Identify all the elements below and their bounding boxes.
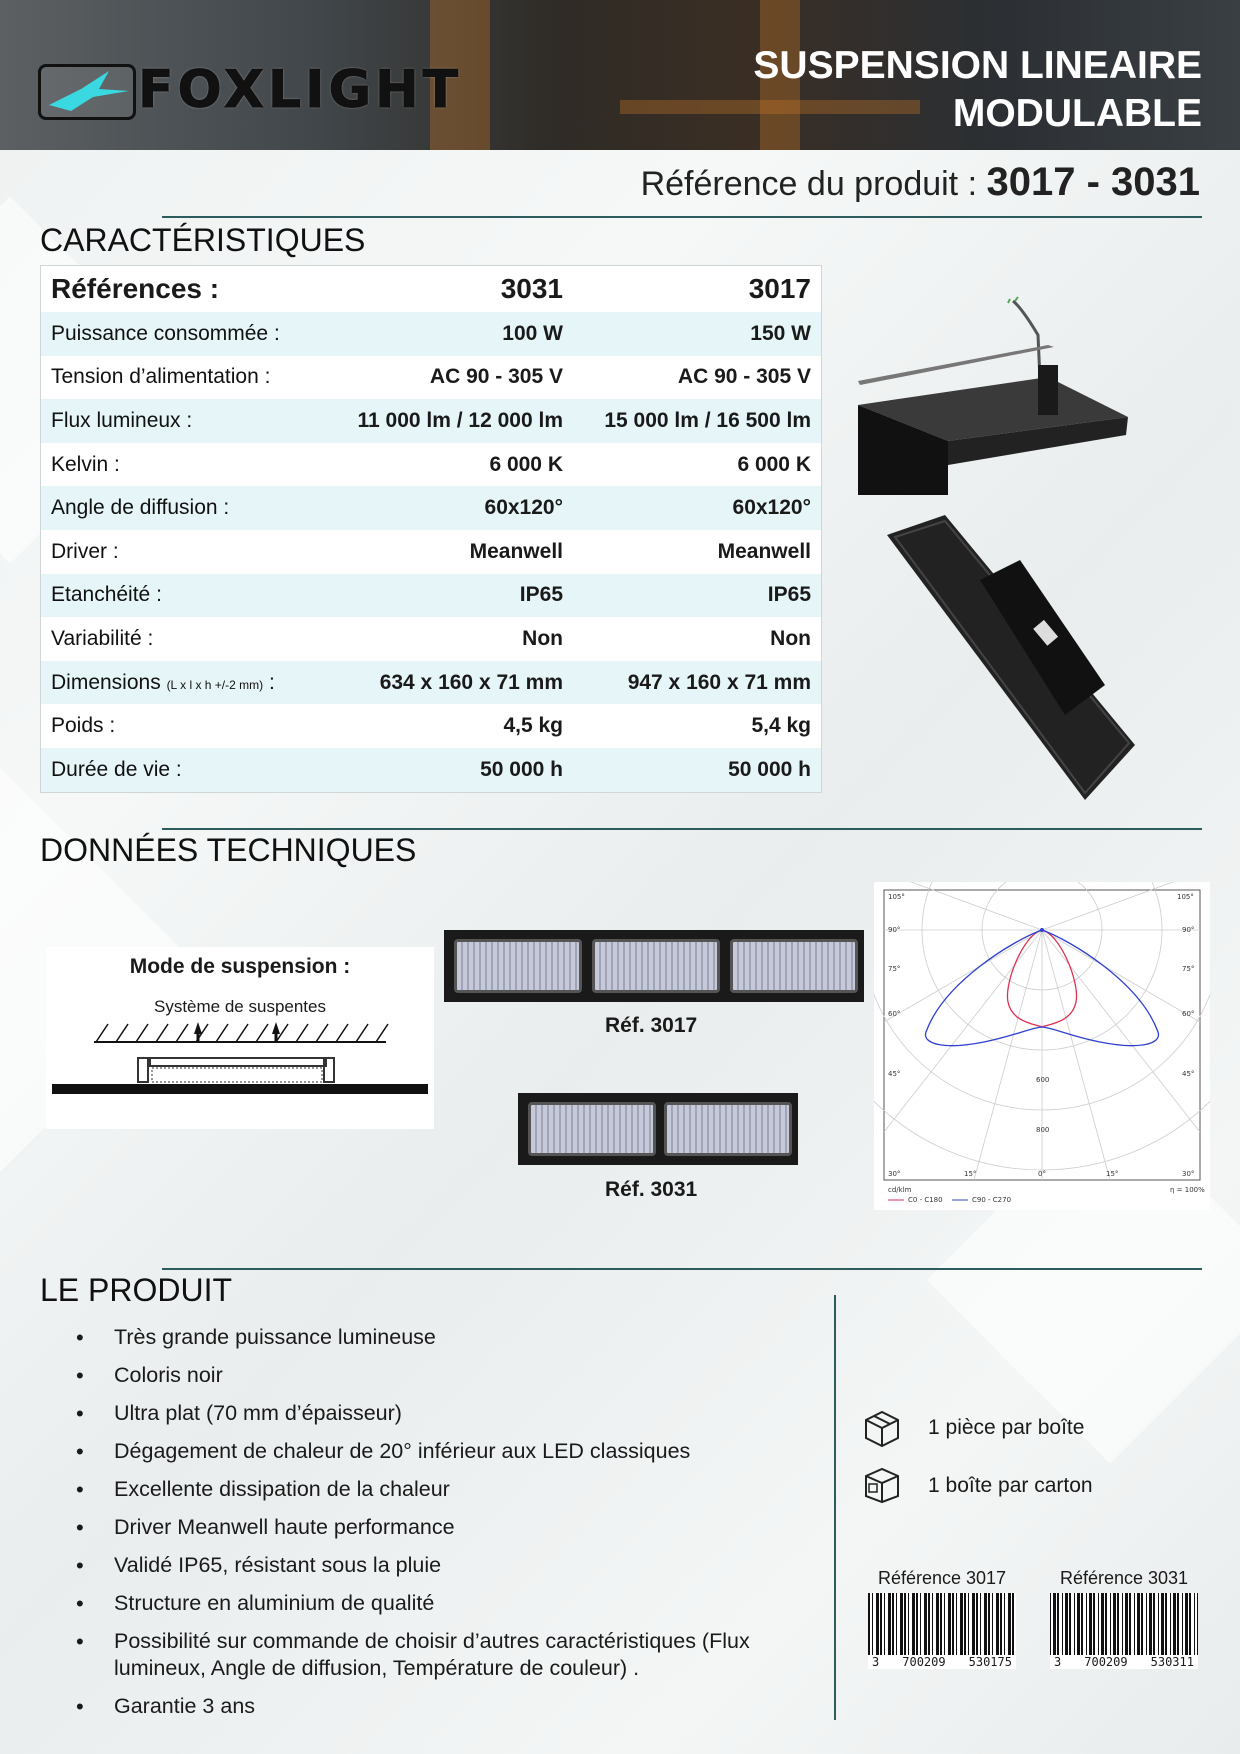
list-item: • Très grande puissance lumineuse xyxy=(68,1324,808,1351)
suspension-drawing xyxy=(46,1022,434,1122)
reference-label: Référence du produit : xyxy=(640,165,978,203)
list-item: • Coloris noir xyxy=(68,1362,808,1389)
barcode-3017 xyxy=(868,1568,1016,1669)
barcode-digits xyxy=(1050,1655,1198,1669)
brand-logo xyxy=(38,58,508,118)
table-header-label: Références : xyxy=(51,273,220,304)
led-module xyxy=(664,1102,792,1156)
polar-label: 15° xyxy=(964,1170,977,1178)
table-row xyxy=(41,399,822,443)
logo-mark-icon xyxy=(38,64,136,120)
row-value-3031: Non xyxy=(522,626,563,650)
row-label: Kelvin : xyxy=(51,452,120,476)
list-item: • Structure en aluminium de qualité xyxy=(68,1590,808,1617)
polar-label: 30° xyxy=(888,1170,901,1178)
row-label: Poids : xyxy=(51,714,116,738)
row-value-3017: 5,4 kg xyxy=(751,714,811,738)
led-panel-3031 xyxy=(518,1093,798,1165)
row-label: Angle de diffusion : xyxy=(51,496,230,520)
row-value-3017: 947 x 160 x 71 mm xyxy=(627,670,811,694)
product-photo-bottom xyxy=(885,515,1135,800)
list-item: • Dégagement de chaleur de 20° inférieur aux LED classiques xyxy=(68,1438,808,1465)
caption-ref-3017: Réf. 3017 xyxy=(605,1014,698,1037)
polar-label: 60° xyxy=(888,1010,901,1018)
led-module xyxy=(592,939,720,993)
polar-label: 30° xyxy=(1182,1170,1195,1178)
barcode-digit-group: 530175 xyxy=(968,1655,1012,1669)
row-value-3031: 4,5 kg xyxy=(503,714,563,738)
row-label: Durée de vie : xyxy=(51,757,182,781)
feature-list xyxy=(68,1324,808,1731)
row-value-3031: AC 90 - 305 V xyxy=(429,365,563,389)
reference-value: 3017 - 3031 xyxy=(986,160,1200,204)
row-value-3031: 50 000 h xyxy=(480,757,563,781)
box-icon xyxy=(862,1410,902,1448)
section-title-produit: LE PRODUIT xyxy=(40,1272,233,1308)
barcode-digit-group: 530311 xyxy=(1150,1655,1194,1669)
table-row xyxy=(41,530,822,574)
list-item: • Driver Meanwell haute performance xyxy=(68,1514,808,1541)
polar-label: 60° xyxy=(1182,1010,1195,1018)
list-item: • Garantie 3 ans xyxy=(68,1693,808,1720)
divider xyxy=(162,216,1202,218)
polar-unit: cd/klm xyxy=(888,1186,912,1194)
row-value-3031: IP65 xyxy=(519,583,563,607)
row-label-note: (L x l x h +/-2 mm) xyxy=(166,677,264,692)
table-row xyxy=(41,443,822,487)
row-value-3031: 634 x 160 x 71 mm xyxy=(379,670,563,694)
table-row xyxy=(41,704,822,748)
row-value-3017: 50 000 h xyxy=(728,757,811,781)
row-value-3017: IP65 xyxy=(767,583,811,607)
title-line-2: MODULABLE xyxy=(952,92,1202,135)
carton-icon xyxy=(862,1466,902,1504)
suspension-title: Mode de suspension : xyxy=(129,955,351,978)
polar-efficiency: η = 100% xyxy=(1170,1186,1205,1194)
row-label: Tension d’alimentation : xyxy=(51,365,271,389)
polar-label: 75° xyxy=(1182,965,1195,973)
row-label: Etanchéité : xyxy=(51,583,162,607)
table-header-col2: 3017 xyxy=(748,273,811,304)
row-value-3017: 150 W xyxy=(750,321,811,345)
list-item: • Validé IP65, résistant sous la pluie xyxy=(68,1552,808,1579)
led-module xyxy=(730,939,858,993)
led-module xyxy=(528,1102,656,1156)
table-header-row xyxy=(41,266,822,313)
polar-label: 45° xyxy=(1182,1070,1195,1078)
polar-legend-c0: C0 - C180 xyxy=(908,1196,943,1204)
polar-label: 105° xyxy=(888,893,905,901)
list-item: • Possibilité sur commande de choisir d’autres caractéristiques (Flux lumineux, Angle de diffusion, Température de couleur) . xyxy=(68,1628,808,1682)
product-reference xyxy=(641,160,1200,205)
polar-chart xyxy=(874,882,1210,1210)
row-value-3031: 60x120° xyxy=(484,496,563,520)
led-panel-3017 xyxy=(444,930,864,1002)
polar-legend-c90: C90 - C270 xyxy=(972,1196,1012,1204)
row-value-3017: Meanwell xyxy=(717,539,811,563)
table-row xyxy=(41,661,822,705)
table-row xyxy=(41,574,822,618)
product-photo-top xyxy=(858,295,1133,495)
barcode-digit-group: 700209 xyxy=(902,1655,946,1669)
row-label-suffix: : xyxy=(263,670,275,694)
table-row xyxy=(41,617,822,661)
row-label-text: Dimensions xyxy=(51,670,161,694)
row-label xyxy=(41,661,326,705)
table-row xyxy=(41,312,822,356)
polar-label: 15° xyxy=(1106,1170,1119,1178)
polar-label: 0° xyxy=(1038,1170,1046,1178)
polar-radial-label: 800 xyxy=(1036,1126,1050,1134)
polar-radial-label: 600 xyxy=(1036,1076,1050,1084)
specs-table xyxy=(40,265,822,793)
row-label: Flux lumineux : xyxy=(51,408,193,432)
barcode-3031 xyxy=(1050,1568,1198,1669)
table-header-col1: 3031 xyxy=(500,273,563,304)
barcode-digits xyxy=(868,1655,1016,1669)
header-banner xyxy=(0,0,1240,150)
table-row xyxy=(41,486,822,530)
page-title xyxy=(753,42,1202,138)
divider xyxy=(162,1268,1202,1270)
barcode-bars xyxy=(868,1593,1016,1655)
row-value-3017: 60x120° xyxy=(732,496,811,520)
barcode-digit-group: 700209 xyxy=(1084,1655,1128,1669)
barcode-digit-group: 3 xyxy=(872,1655,880,1669)
table-row xyxy=(41,356,822,400)
packaging-boxes: 1 boîte par carton xyxy=(928,1474,1093,1497)
barcode-bars xyxy=(1050,1593,1198,1655)
divider xyxy=(162,828,1202,830)
polar-label: 45° xyxy=(888,1070,901,1078)
packaging-pieces: 1 pièce par boîte xyxy=(928,1416,1085,1439)
barcode-digit-group: 3 xyxy=(1054,1655,1062,1669)
row-value-3017: 15 000 lm / 16 500 lm xyxy=(604,408,811,432)
row-value-3031: Meanwell xyxy=(469,539,563,563)
brand-name: FOXLIGHT xyxy=(138,60,463,120)
vertical-divider xyxy=(834,1295,836,1720)
list-item: • Excellente dissipation de la chaleur xyxy=(68,1476,808,1503)
row-value-3031: 11 000 lm / 12 000 lm xyxy=(357,408,563,432)
list-item: • Ultra plat (70 mm d’épaisseur) xyxy=(68,1400,808,1427)
table-row xyxy=(41,748,822,792)
row-label: Driver : xyxy=(51,539,119,563)
section-title-caracteristiques: CARACTÉRISTIQUES xyxy=(40,222,366,258)
row-value-3031: 100 W xyxy=(502,321,563,345)
row-value-3017: 6 000 K xyxy=(737,452,811,476)
polar-label: 90° xyxy=(888,926,901,934)
row-value-3017: AC 90 - 305 V xyxy=(677,365,811,389)
row-value-3031: 6 000 K xyxy=(489,452,563,476)
title-line-1: SUSPENSION LINEAIRE xyxy=(753,44,1202,87)
row-label: Puissance consommée : xyxy=(51,321,280,345)
polar-label: 75° xyxy=(888,965,901,973)
led-module xyxy=(454,939,582,993)
polar-label: 105° xyxy=(1177,893,1194,901)
polar-label: 90° xyxy=(1182,926,1195,934)
caption-ref-3031: Réf. 3031 xyxy=(605,1178,698,1201)
polar-diagram xyxy=(874,882,1210,1210)
row-label: Variabilité : xyxy=(51,626,154,650)
star-swoosh-icon xyxy=(41,67,133,117)
suspension-diagram xyxy=(46,947,434,1129)
barcode-label: Référence 3031 xyxy=(1059,1568,1189,1588)
row-value-3017: Non xyxy=(770,626,811,650)
section-title-donnees: DONNÉES TECHNIQUES xyxy=(40,832,417,868)
barcode-label: Référence 3017 xyxy=(877,1568,1007,1588)
suspension-subtitle: Système de suspentes xyxy=(154,997,326,1016)
